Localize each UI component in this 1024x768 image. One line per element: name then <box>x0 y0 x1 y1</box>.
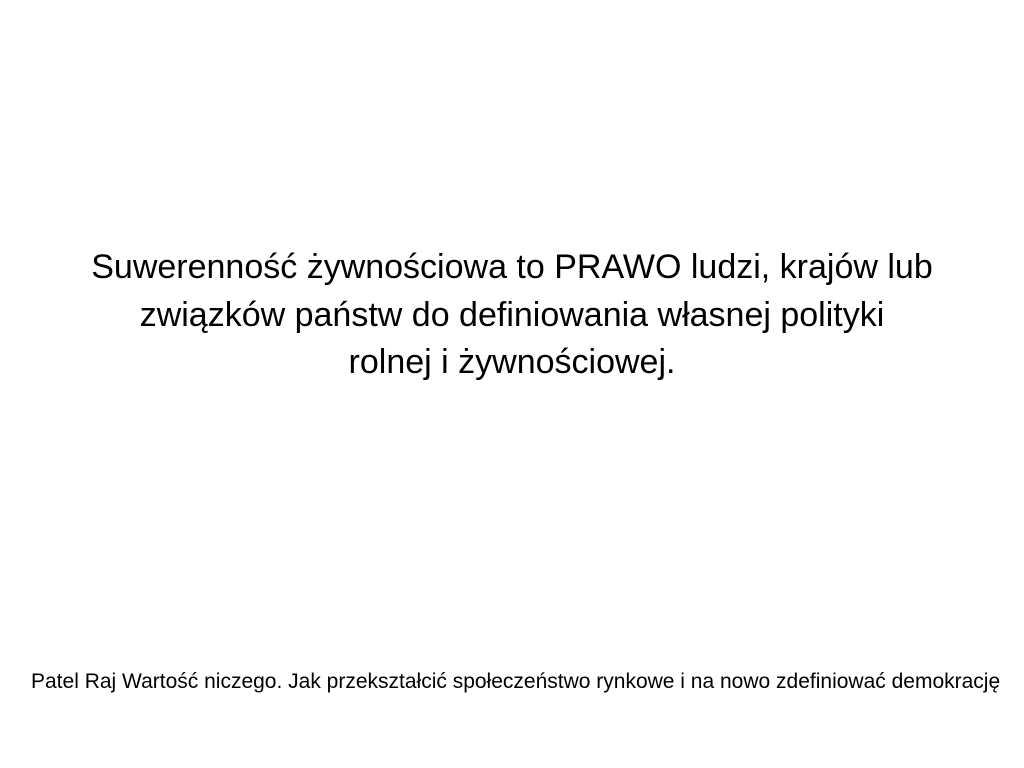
heading-line-2: związków państw do definiowania własnej polityki <box>139 295 885 334</box>
heading-line-3: rolnej i żywnościowej. <box>348 343 676 381</box>
slide-heading <box>0 244 1024 387</box>
citation-caption: Patel Raj Wartość niczego. Jak przekształcić społeczeństwo rynkowe i na nowo zdefiniować demokrację <box>31 670 1001 693</box>
heading-line-1: Suwerenność żywnościowa to PRAWO ludzi, krajów lub <box>91 248 933 286</box>
